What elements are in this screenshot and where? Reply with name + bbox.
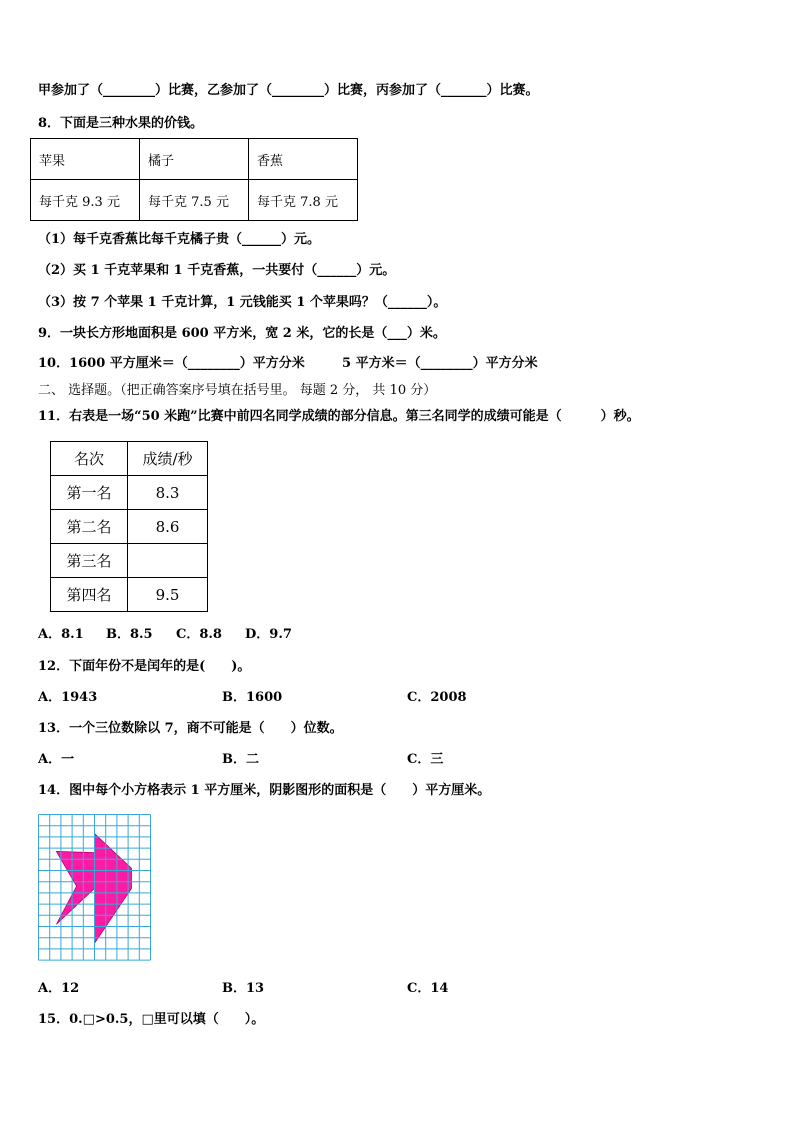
table-cell [128,544,208,578]
q15-stem: 15．0.□>0.5，□里可以填（ ）。 [38,1012,265,1027]
shaded-polygon [56,851,94,924]
q13-stem: 13．一个三位数除以 7，商不可能是（ ）位数。 [38,721,343,736]
q9-stem: 9．一块长方形地面积是 600 平方米，宽 2 米，它的长是（___）米。 [38,326,446,341]
table-cell: 9.5 [128,578,208,612]
q11-option-a[interactable]: A．8.1 [38,627,84,642]
score-table [50,441,208,612]
table-cell: 第一名 [51,476,128,510]
table-row [51,544,208,578]
table-cell: 第四名 [51,578,128,612]
q12-stem: 12．下面年份不是闰年的是( )。 [38,659,251,674]
q11-option-d[interactable]: D．9.7 [245,627,292,642]
q12-option-c[interactable]: C．2008 [407,690,467,705]
q7-answer-line: 甲参加了（________）比赛，乙参加了（________）比赛，丙参加了（_______）比赛。 [38,83,539,98]
q14-option-b[interactable]: B．13 [222,981,265,996]
table-cell: 每千克 7.5 元 [140,180,249,221]
q14-option-c[interactable]: C．14 [407,981,449,996]
q10-part-b: 5 平方米＝（________）平方分米 [342,356,538,371]
table-cell: 每千克 7.8 元 [249,180,358,221]
q11-option-b[interactable]: B．8.5 [106,627,153,642]
q8-part1: （1）每千克香蕉比每千克橘子贵（______）元。 [38,232,321,247]
table-row [51,578,208,612]
q11-stem: 11．右表是一场“50 米跑”比赛中前四名同学成绩的部分信息。第三名同学的成绩可能是（ ）秒。 [38,409,640,424]
table-cell: 名次 [51,442,128,476]
table-cell: 香蕉 [249,139,358,180]
q12-option-b[interactable]: B．1600 [222,690,283,705]
table-cell: 8.3 [128,476,208,510]
q8-part3: （3）按 7 个苹果 1 千克计算，1 元钱能买 1 个苹果吗？（______）。 [38,295,447,310]
q8-part2: （2）买 1 千克苹果和 1 千克香蕉，一共要付（______）元。 [38,263,396,278]
q13-option-a[interactable]: A．一 [38,752,75,767]
q13-option-b[interactable]: B．二 [222,752,259,767]
table-row [31,139,358,180]
table-row [51,510,208,544]
q8-stem: 8．下面是三种水果的价钱。 [38,116,204,131]
q10-part-a: 10．1600 平方厘米＝（________）平方分米 [38,356,305,371]
section-two-heading: 二、 选择题。（把正确答案序号填在括号里。 每题 2 分， 共 10 分） [38,383,437,398]
q14-stem: 14．图中每个小方格表示 1 平方厘米，阴影图形的面积是（ ）平方厘米。 [38,783,491,798]
table-row [51,442,208,476]
table-cell: 第三名 [51,544,128,578]
table-cell: 第二名 [51,510,128,544]
table-cell: 成绩/秒 [128,442,208,476]
fruit-price-table [30,138,358,221]
table-cell: 8.6 [128,510,208,544]
table-row [31,180,358,221]
table-cell: 每千克 9.3 元 [31,180,140,221]
q12-option-a[interactable]: A．1943 [38,690,98,705]
area-grid-figure [38,814,151,963]
q11-option-c[interactable]: C．8.8 [176,627,222,642]
q13-option-c[interactable]: C．三 [407,752,444,767]
q14-option-a[interactable]: A．12 [38,981,80,996]
grid-lines [39,815,151,961]
table-cell: 橘子 [140,139,249,180]
table-cell: 苹果 [31,139,140,180]
table-row [51,476,208,510]
